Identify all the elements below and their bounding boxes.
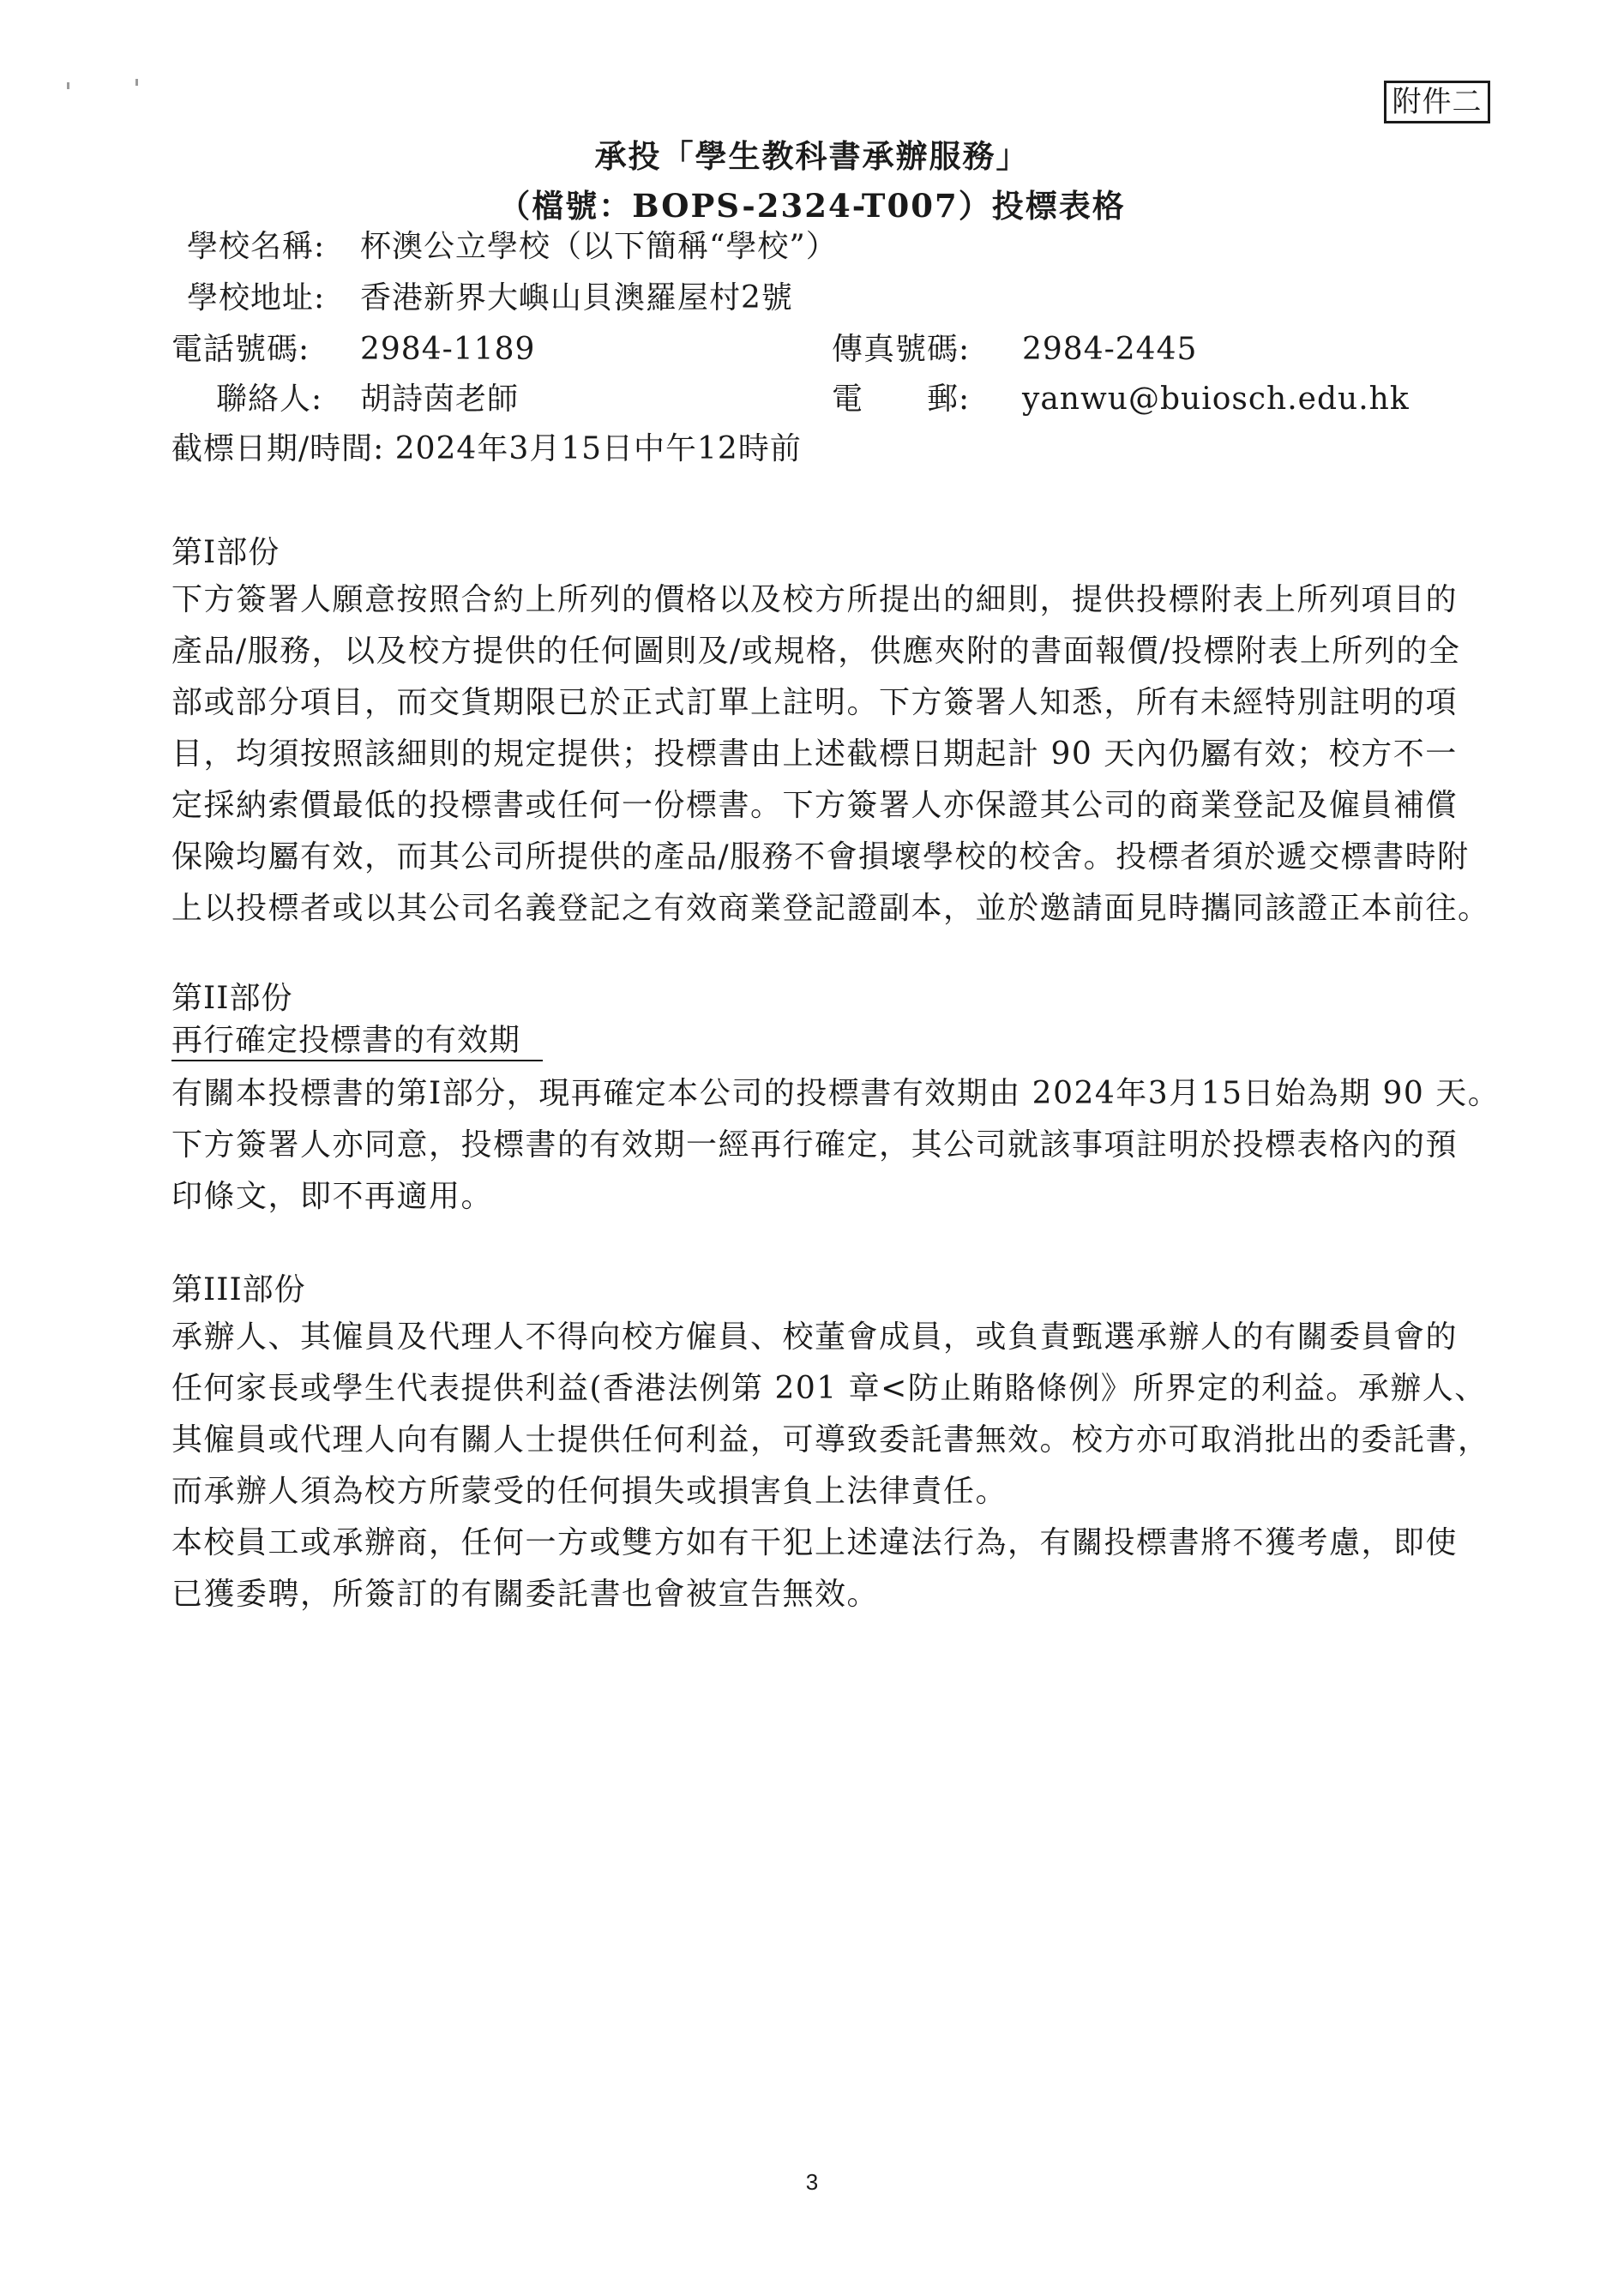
section-1-line: 產品/服務，以及校方提供的任何圖則及/或規格，供應夾附的書面報價/投標附表上所列的全 bbox=[171, 634, 1461, 669]
scan-speck bbox=[67, 82, 69, 89]
page-number: 3 bbox=[805, 2169, 819, 2195]
school-address-value: 香港新界大嶼山貝澳羅屋村2號 bbox=[360, 280, 793, 316]
contact-email-row bbox=[0, 381, 1624, 418]
phone-value: 2984-1189 bbox=[360, 332, 536, 367]
section-2-body bbox=[171, 1068, 1501, 1223]
school-address-label: 學校地址: bbox=[187, 280, 326, 316]
section-3-line: 本校員工或承辦商，任何一方或雙方如有干犯上述違法行為，有關投標書將不獲考慮，即使 bbox=[171, 1525, 1459, 1560]
school-address-row bbox=[0, 279, 1624, 317]
contact-label: 聯絡人: bbox=[216, 382, 323, 417]
section-1-body bbox=[171, 574, 1490, 935]
contact-value: 胡詩茵老師 bbox=[360, 382, 520, 417]
section-3-line: 已獲委聘，所簽訂的有關委託書也會被宣告無效。 bbox=[171, 1577, 880, 1612]
section-2-line: 印條文，即不再適用。 bbox=[171, 1179, 494, 1214]
section-2-line: 有關本投標書的第I部分，現再確定本公司的投標書有效期由 2024年3月15日始為期 90 天。 bbox=[171, 1076, 1501, 1111]
scan-speck bbox=[135, 79, 138, 86]
section-1-line: 目，均須按照該細則的規定提供；投標書由上述截標日期起計 90 天內仍屬有效；校方不一 bbox=[171, 736, 1458, 772]
section-3-line: 承辦人、其僱員及代理人不得向校方僱員、校董會成員，或負責甄選承辦人的有關委員會的 bbox=[171, 1319, 1459, 1355]
email-value: yanwu@buiosch.edu.hk bbox=[1022, 382, 1410, 417]
school-name-value: 杯澳公立學校（以下簡稱“學校”） bbox=[360, 229, 838, 264]
fax-value: 2984-2445 bbox=[1022, 332, 1198, 367]
section-2-heading: 第II部份 bbox=[171, 981, 293, 1016]
section-1-line: 下方簽署人願意按照合約上所列的價格以及校方所提出的細則，提供投標附表上所列項目的 bbox=[171, 582, 1459, 617]
document-title: 承投「學生教科書承辦服務」 bbox=[594, 137, 1030, 175]
section-3-line: 其僱員或代理人向有關人士提供任何利益，可導致委託書無效。校方亦可取消批出的委託書， bbox=[171, 1422, 1490, 1458]
section-3-body bbox=[171, 1312, 1490, 1620]
section-2-subheading: 再行確定投標書的有效期 bbox=[171, 1022, 543, 1061]
section-3-heading: 第III部份 bbox=[171, 1272, 306, 1307]
phone-fax-row bbox=[0, 331, 1624, 369]
section-1-line: 部或部分項目，而交貨期限已於正式訂單上註明。下方簽署人知悉，所有未經特別註明的項 bbox=[171, 685, 1459, 720]
section-1-line: 上以投標者或以其公司名義登記之有效商業登記證副本，並於邀請面見時攜同該證正本前往。 bbox=[171, 891, 1490, 926]
phone-label: 電話號碼: bbox=[171, 332, 310, 367]
fax-label: 傳真號碼: bbox=[832, 332, 971, 367]
school-name-label: 學校名稱: bbox=[187, 229, 326, 264]
deadline-text: 截標日期/時間: 2024年3月15日中午12時前 bbox=[171, 431, 802, 466]
section-3-line: 任何家長或學生代表提供利益(香港法例第 201 章<防止賄賂條例》所界定的利益。承辦人、 bbox=[171, 1371, 1487, 1406]
section-1-line: 定採納索價最低的投標書或任何一份標書。下方簽署人亦保證其公司的商業登記及僱員補償 bbox=[171, 788, 1459, 823]
section-2-line: 下方簽署人亦同意，投標書的有效期一經再行確定，其公司就該事項註明於投標表格內的預 bbox=[171, 1127, 1459, 1163]
email-label: 電 郵: bbox=[832, 382, 971, 417]
school-name-row bbox=[0, 228, 1624, 266]
document-subtitle: （檔號：BOPS-2324-T007）投標表格 bbox=[498, 187, 1126, 225]
section-1-heading: 第I部份 bbox=[171, 535, 280, 570]
section-1-line: 保險均屬有效，而其公司所提供的產品/服務不會損壞學校的校舍。投標者須於遞交標書時附 bbox=[171, 839, 1470, 875]
section-3-line: 而承辦人須為校方所蒙受的任何損失或損害負上法律責任。 bbox=[171, 1474, 1008, 1509]
annex-label: 附件二 bbox=[1384, 81, 1490, 123]
